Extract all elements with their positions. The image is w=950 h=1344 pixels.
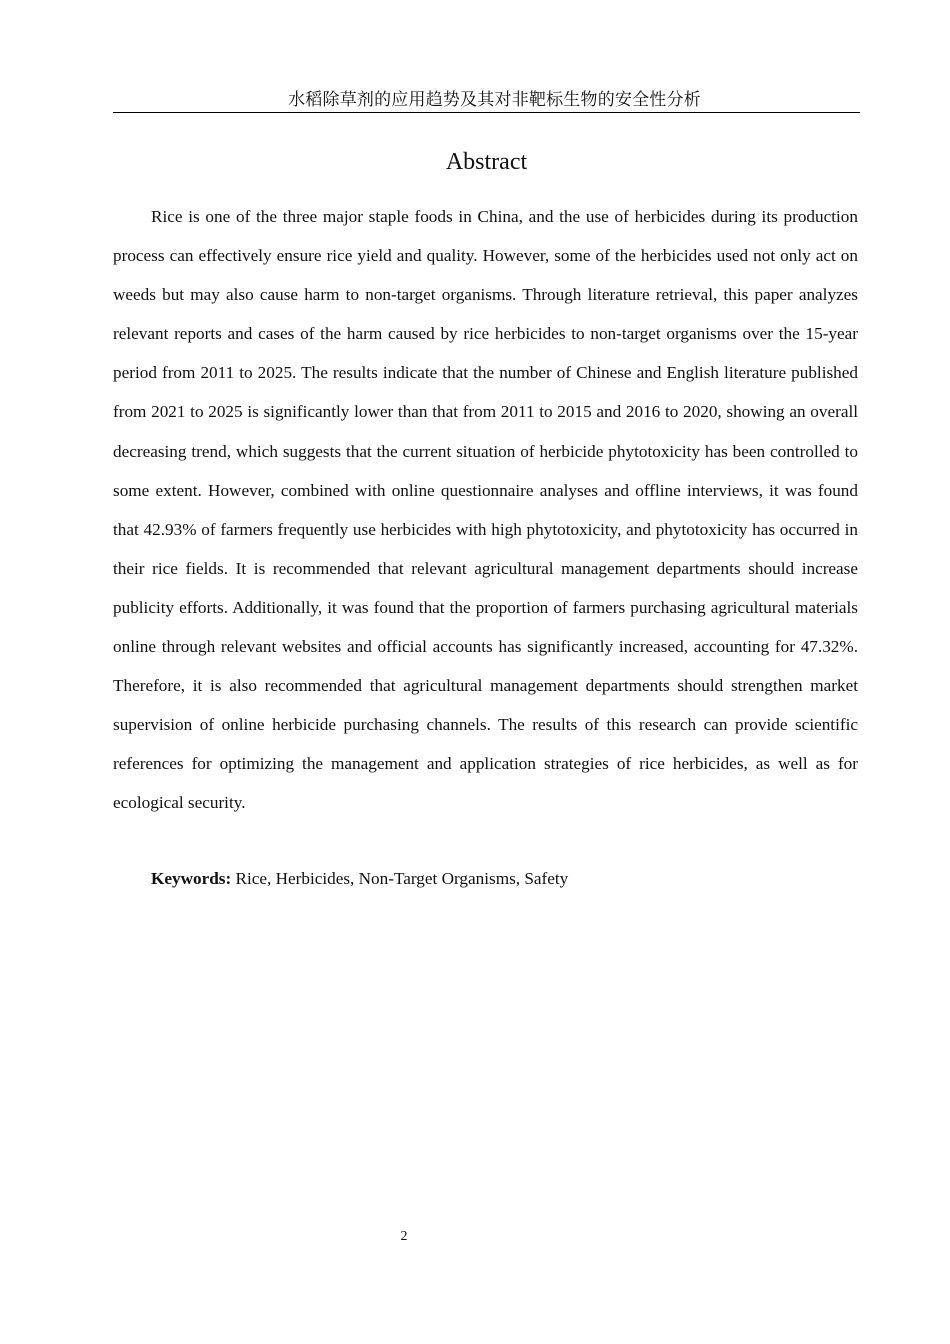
page-number: 2 bbox=[400, 1229, 408, 1244]
keywords-label: Keywords: bbox=[151, 869, 232, 888]
keywords-list: Rice, Herbicides, Non-Target Organisms, Safety bbox=[235, 869, 569, 888]
running-header-title: 水稻除草剂的应用趋势及其对非靶标生物的安全性分析 bbox=[288, 90, 701, 109]
running-header bbox=[113, 90, 860, 113]
abstract-heading: Abstract bbox=[445, 149, 528, 175]
keywords-line bbox=[113, 866, 858, 892]
abstract-body: Rice is one of the three major staple foods in China, and the use of herbicides during its production process can effectively ensure rice yield and quality. However, some of the herbicides used not only act on weeds but may also cause harm to non-target organisms. Through literature retrieval, this paper analyzes relevant reports and cases of the harm caused by rice herbicides to non-target organisms over the 15-year period from 2011 to 2025. The results indicate that the number of Chinese and English literature published from 2021 to 2025 is significantly lower than that from 2011 to 2015 and 2016 to 2020, showing an overall decreasing trend, which suggests that the current situation of herbicide phytotoxicity has been controlled to some extent. However, combined with online questionnaire analyses and offline interviews, it was found that 42.93% of farmers frequently use herbicides with high phytotoxicity, and phytotoxicity has occurred in their rice fields. It is recommended that relevant agricultural management departments should increase publicity efforts. Additionally, it was found that the proportion of farmers purchasing agricultural materials online through relevant websites and official accounts has significantly increased, accounting for 47.32%. Therefore, it is also recommended that agricultural management departments should strengthen market supervision of online herbicide purchasing channels. The results of this research can provide scientific references for optimizing the management and application strategies of rice herbicides, as well as for ecological security. bbox=[113, 207, 858, 813]
